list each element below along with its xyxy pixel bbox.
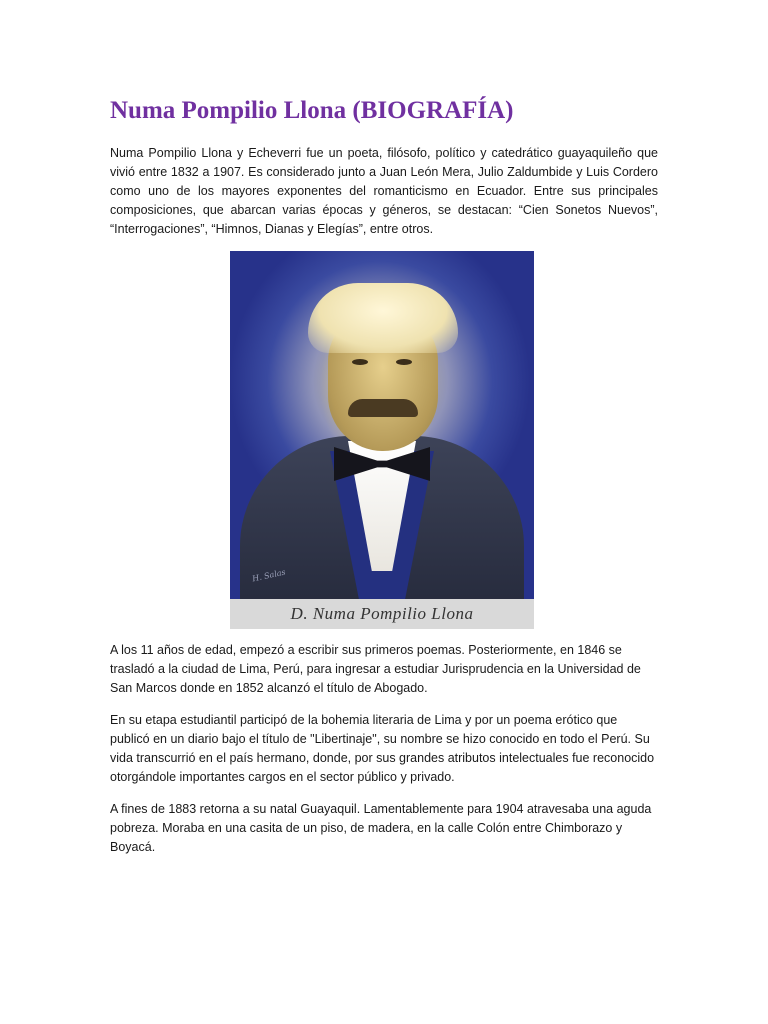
portrait-caption: D. Numa Pompilio Llona [230,599,534,629]
page-title: Numa Pompilio Llona (BIOGRAFÍA) [110,97,514,124]
intro-paragraph: Numa Pompilio Llona y Echeverri fue un poeta, filósofo, político y catedrático guayaquileño que vivió entre 1832 a 1907. Es considerado junto a Juan León Mera, Julio Zaldumbide y Luis Cordero como uno de los mayores exponentes del romanticismo en Ecuador. Entre sus principales composiciones, que abarcan varias épocas y géneros, se destacan: “Cien Sonetos Nuevos”, “Interrogaciones”, “Himnos, Dianas y Elegías”, entre otros. [110,146,658,236]
document-page [110,96,658,857]
portrait-hair [308,283,458,353]
paragraph-early-life: A los 11 años de edad, empezó a escribir sus primeros poemas. Posteriormente, en 1846 se trasladó a la ciudad de Lima, Perú, para ingresar a estudiar Jurisprudencia en la Universidad de San Marcos donde en 1852 alcanzó el título de Abogado. [110,643,641,695]
portrait-moustache [348,399,418,417]
portrait-image [230,251,534,629]
portrait-painting [230,251,534,599]
paragraph-return-guayaquil: A fines de 1883 retorna a su natal Guayaquil. Lamentablemente para 1904 atravesaba una aguda pobreza. Moraba en una casita de un piso, de madera, en la calle Colón entre Chimborazo y Boyacá. [110,802,652,854]
portrait-eye-left [352,359,368,365]
portrait-signature: H. Salas [251,567,287,584]
paragraph-student-years: En su etapa estudiantil participó de la bohemia literaria de Lima y por un poema erótico que publicó en un diario bajo el título de "Libertinaje", su nombre se hizo conocido en todo el Perú. Su vida transcurrió en el país hermano, donde, por sus grandes atributos intelectuales fue reconocido otorgándole importantes cargos en el sector público y privado. [110,713,655,784]
portrait-eye-right [396,359,412,365]
